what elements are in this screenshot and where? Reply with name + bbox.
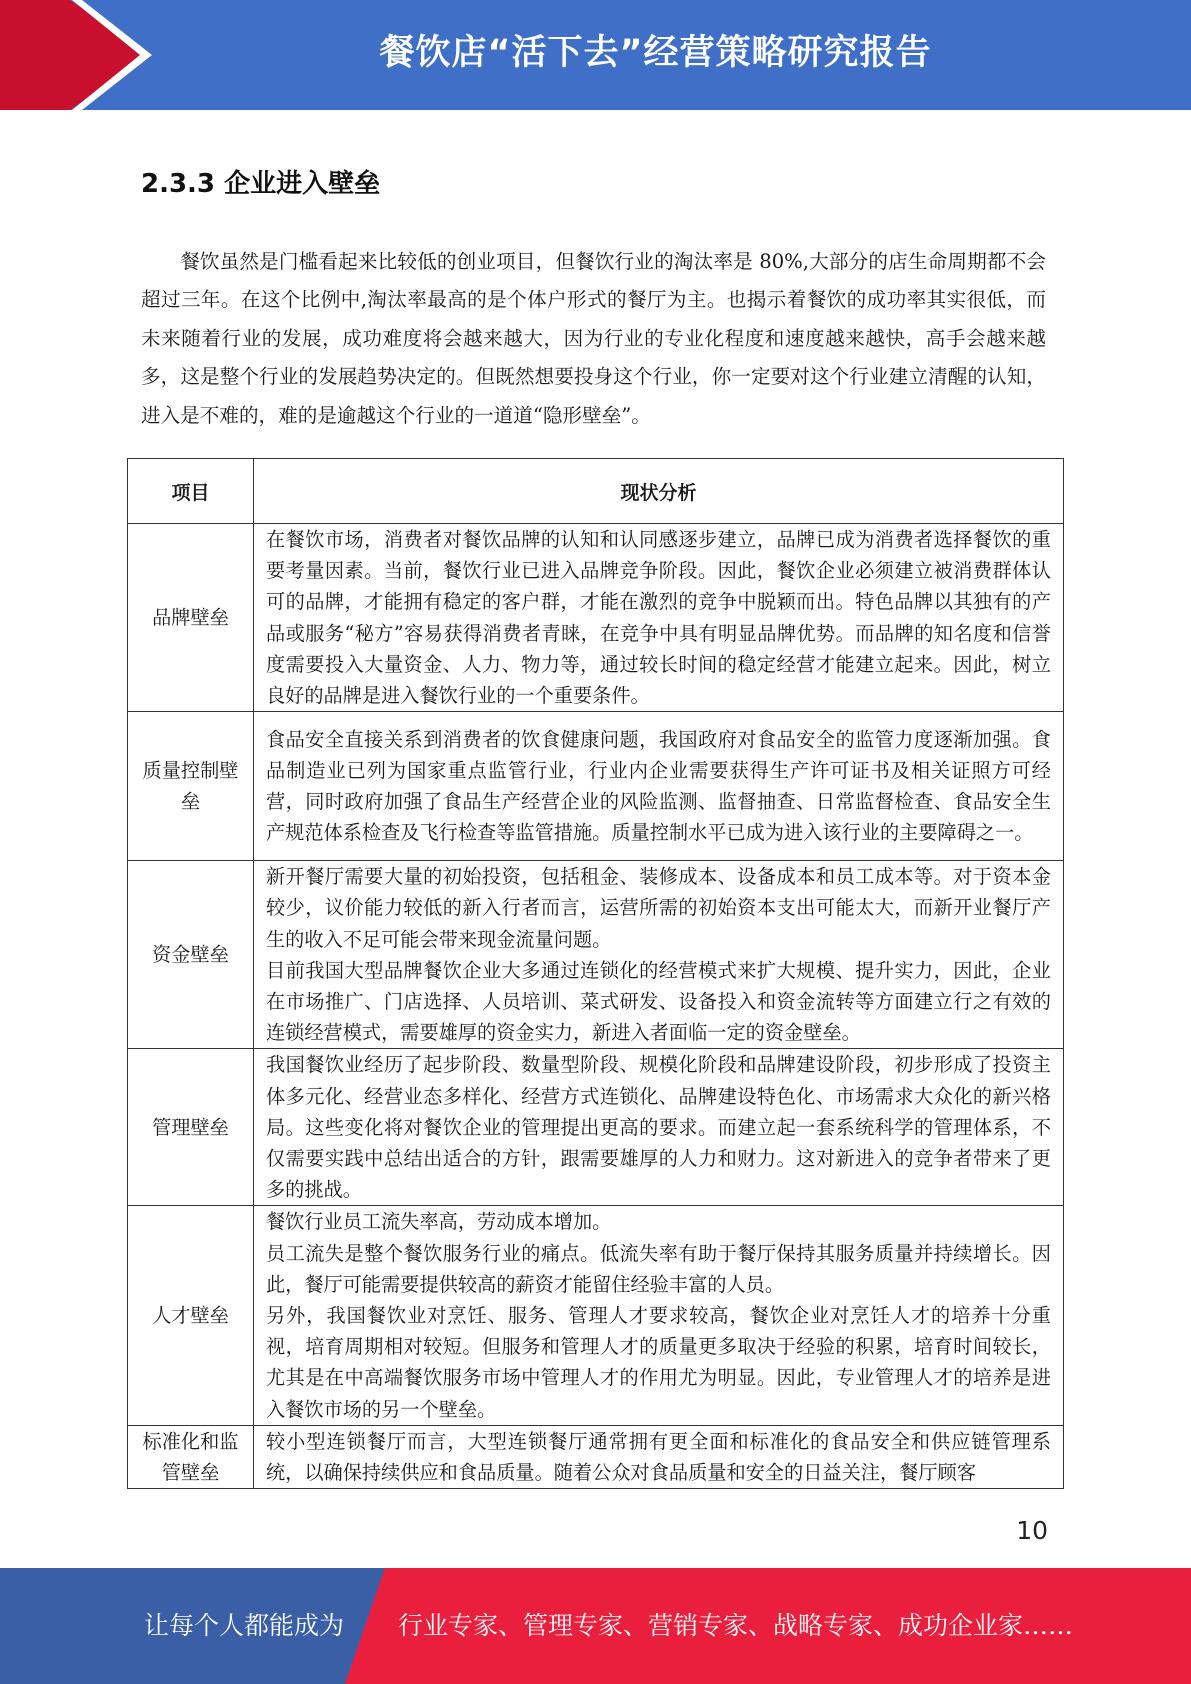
table-row — [128, 524, 1064, 712]
row-item-quality: 质量控制壁垒 — [128, 712, 254, 861]
analysis-paragraph: 我国餐饮业经历了起步阶段、数量型阶段、规模化阶段和品牌建设阶段，初步形成了投资主体多元化、经营业态多样化、经营方式连锁化、品牌建设特色化、市场需求大众化的新兴格局。这些变化将对餐饮企业的管理提出更高的要求。而建立起一套系统科学的管理体系，不仅需要实践中总结出适合的方针，跟需要雄厚的人力和财力。这对新进入的竞争者带来了更多的挑战。 — [266, 1053, 1051, 1202]
report-title: 餐饮店“活下去”经营策略研究报告 — [379, 33, 932, 73]
barriers-table — [127, 458, 1064, 1489]
analysis-paragraph: 在餐饮市场，消费者对餐饮品牌的认知和认同感逐步建立，品牌已成为消费者选择餐饮的重要考量因素。当前，餐饮行业已进入品牌竞争阶段。因此，餐饮企业必须建立被消费群体认可的品牌，才能拥有稳定的客户群，才能在激烈的竞争中脱颖而出。特色品牌以其独有的产品或服务“秘方”容易获得消费者青睐，在竞争中具有明显品牌优势。而品牌的知名度和信誉度需要投入大量资金、人力、物力等，通过较长时间的稳定经营才能建立起来。因此，树立良好的品牌是进入餐饮行业的一个重要条件。 — [266, 528, 1051, 708]
table-row — [128, 861, 1064, 1049]
table-header-row — [128, 459, 1064, 524]
report-header — [0, 0, 1191, 110]
table-row — [128, 712, 1064, 861]
row-item-standardization: 标准化和监管壁垒 — [128, 1425, 254, 1488]
row-item-capital: 资金壁垒 — [128, 861, 254, 1049]
analysis-paragraph: 新开餐厅需要大量的初始投资，包括租金、装修成本、设备成本和员工成本等。对于资本金较少，议价能力较低的新入行者而言，运营所需的初始资本支出可能太大，而新开业餐厅产生的收入不足可能会带来现金流量问题。 — [266, 865, 1051, 951]
row-analysis-talent — [254, 1206, 1064, 1425]
analysis-paragraph: 食品安全直接关系到消费者的饮食健康问题，我国政府对食品安全的监管力度逐渐加强。食品制造业已列为国家重点监管行业，行业内企业需要获得生产许可证书及相关证照方可经营，同时政府加强了食品生产经营企业的风险监测、监督抽查、日常监督检查、食品安全生产规范体系检查及飞行检查等监管措施。质量控制水平已成为进入该行业的主要障碍之一。 — [266, 727, 1051, 845]
row-analysis-standardization — [254, 1425, 1064, 1488]
analysis-paragraph: 餐饮行业员工流失率高，劳动成本增加。 — [266, 1210, 612, 1234]
row-analysis-capital — [254, 861, 1064, 1049]
analysis-paragraph: 较小型连锁餐厅而言，大型连锁餐厅通常拥有更全面和标准化的食品安全和供应链管理系统，以确保持续供应和食品质量。随着公众对食品质量和安全的日益关注，餐厅顾客 — [266, 1429, 1051, 1485]
footer-slogan-left: 让每个人都能成为 — [144, 1611, 345, 1640]
column-header-analysis: 现状分析 — [254, 459, 1064, 524]
row-analysis-brand — [254, 524, 1064, 712]
row-item-talent: 人才壁垒 — [128, 1206, 254, 1425]
section-heading: 2.3.3 企业进入壁垒 — [141, 169, 381, 199]
report-footer — [0, 1568, 1191, 1684]
row-item-management: 管理壁垒 — [128, 1049, 254, 1206]
column-header-item: 项目 — [128, 459, 254, 524]
footer-slogan-right: 行业专家、管理专家、营销专家、战略专家、成功企业家…… — [398, 1611, 1074, 1640]
table-row — [128, 1206, 1064, 1425]
table-row — [128, 1049, 1064, 1206]
row-item-brand: 品牌壁垒 — [128, 524, 254, 712]
page-number: 10 — [1016, 1516, 1048, 1545]
intro-paragraph: 餐饮虽然是门槛看起来比较低的创业项目，但餐饮行业的淘汰率是 80%,大部分的店生命周期都不会超过三年。在这个比例中,淘汰率最高的是个体户形式的餐厅为主。也揭示着餐饮的成功率其实很低，而未来随着行业的发展，成功难度将会越来越大，因为行业的专业化程度和速度越来越快，高手会越来越多，这是整个行业的发展趋势决定的。但既然想要投身这个行业，你一定要对这个行业建立清醒的认知，进入是不难的，难的是逾越这个行业的一道道“隐形壁垒”。 — [141, 250, 1046, 427]
row-analysis-management — [254, 1049, 1064, 1206]
analysis-paragraph: 另外，我国餐饮业对烹饪、服务、管理人才要求较高，餐饮企业对烹饪人才的培养十分重视，培育周期相对较短。但服务和管理人才的质量更多取决于经验的积累，培育时间较长，尤其是在中高端餐饮服务市场中管理人才的作用尤为明显。因此，专业管理人才的培养是进入餐饮市场的另一个壁垒。 — [266, 1304, 1051, 1421]
analysis-paragraph: 目前我国大型品牌餐饮企业大多通过连锁化的经营模式来扩大规模、提升实力，因此，企业在市场推广、门店选择、人员培训、菜式研发、设备投入和资金流转等方面建立行之有效的连锁经营模式，需要雄厚的资金实力，新进入者面临一定的资金壁垒。 — [266, 958, 1051, 1045]
analysis-paragraph: 员工流失是整个餐饮服务行业的痛点。低流失率有助于餐厅保持其服务质量并持续增长。因此，餐厅可能需要提供较高的薪资才能留住经验丰富的人员。 — [266, 1241, 1051, 1296]
table-row — [128, 1425, 1064, 1488]
row-analysis-quality — [254, 712, 1064, 861]
